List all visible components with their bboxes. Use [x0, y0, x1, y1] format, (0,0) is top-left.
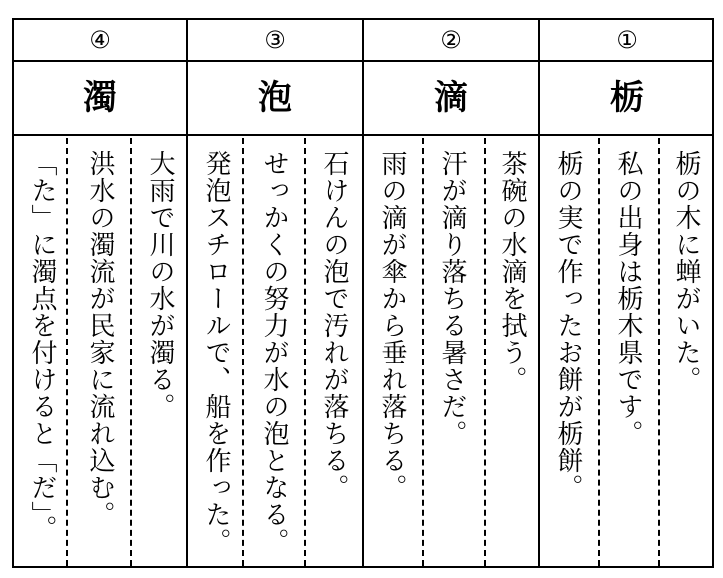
dashed-divider: [304, 138, 306, 566]
example-sentence: せっかくの努力が水の泡となる。: [259, 150, 289, 555]
dashed-divider: [422, 138, 424, 566]
example-sentence: 大雨で川の水が濁る。: [145, 150, 175, 420]
example-sentence: 雨の滴が傘から垂れ落ちる。: [377, 150, 407, 501]
example-sentence: 栃の木に蝉がいた。: [671, 150, 701, 393]
section-number-3: ③: [264, 26, 286, 54]
dashed-divider: [598, 138, 600, 566]
example-sentence: 石けんの泡で汚れが落ちる。: [319, 150, 349, 501]
dashed-divider: [242, 138, 244, 566]
example-sentence: 私の出身は栃木県です。: [613, 150, 643, 447]
section-kanji-3: 泡: [258, 78, 292, 118]
section-kanji-1: 栃: [610, 78, 644, 118]
dashed-divider: [484, 138, 486, 566]
example-sentence: 汗が滴り落ちる暑さだ。: [437, 150, 467, 447]
example-sentence: 栃の実で作ったお餅が栃餅。: [553, 150, 583, 501]
example-sentence: 茶碗の水滴を拭う。: [497, 150, 527, 393]
kanji-worksheet: [12, 18, 714, 568]
example-sentence: 洪水の濁流が民家に流れ込む。: [85, 150, 115, 528]
example-sentence: 「た」に濁点を付けると「だ」。: [27, 150, 57, 542]
section-number-4: ④: [89, 26, 111, 54]
section-kanji-4: 濁: [83, 78, 117, 118]
example-sentence: 発泡スチロールで、船を作った。: [201, 150, 231, 555]
dashed-divider: [130, 138, 132, 566]
dashed-divider: [66, 138, 68, 566]
dashed-divider: [658, 138, 660, 566]
section-kanji-2: 滴: [434, 78, 468, 118]
section-number-1: ①: [616, 26, 638, 54]
section-number-2: ②: [440, 26, 462, 54]
